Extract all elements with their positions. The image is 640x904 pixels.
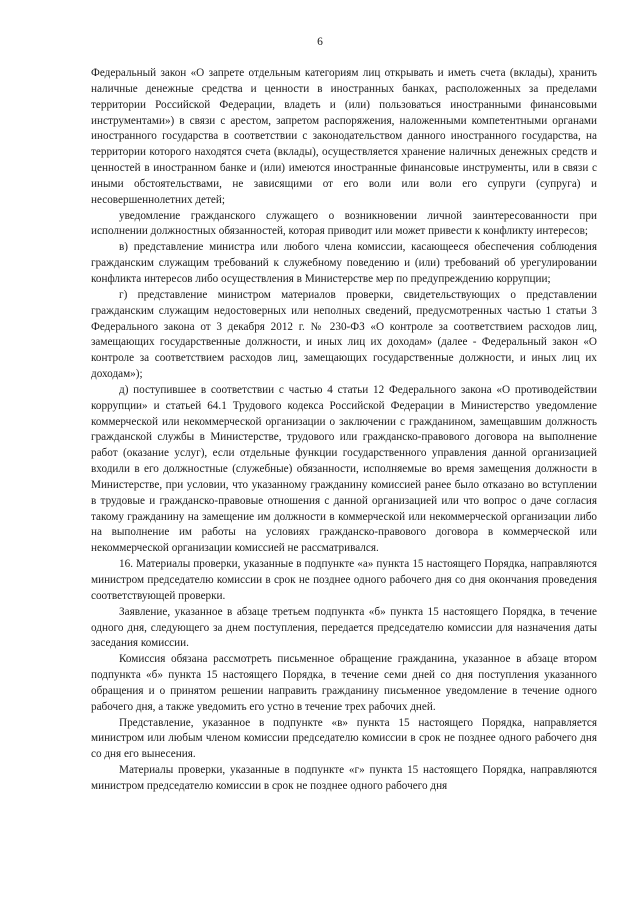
paragraph-16: 16. Материалы проверки, указанные в подпункте «а» пункта 15 настоящего Порядка, направляются министром председателю комиссии в срок не позднее одного рабочего дня со дня окончания проведения соответствующей проверки. [91,558,597,602]
document-body [91,66,597,795]
paragraph-commission-duty: Комиссия обязана рассмотреть письменное обращение гражданина, указанное в абзаце втором подпункта «б» пункта 15 настоящего Порядка, в течение семи дней со дня поступления указанного обращения и о принятом решении направить гражданину письменное уведомление в течение одного рабочего дня, а также уведомить его устно в течение трех рабочих дней. [91,653,597,713]
paragraph-submission: Представление, указанное в подпункте «в» пункта 15 настоящего Порядка, направляется министром или любым членом комиссии председателю комиссии в срок не позднее одного рабочего дня со дня его вынесения. [91,716,597,761]
page-number: 6 [317,36,323,48]
paragraph-item-v: в) представление министра или любого члена комиссии, касающееся обеспечения соблюдения гражданским служащим требований к служебному поведению и (или) требований об урегулировании конфликта интересов либо осуществления в Министерстве мер по предупреждению коррупции; [91,241,597,285]
paragraph-item-g: г) представление министром материалов проверки, свидетельствующих о представлении гражданским служащим недостоверных или неполных сведений, предусмотренных частью 1 статьи 3 Федерального закона от 3 декабря 2012 г. № 230-ФЗ «О контроле за соответствием расходов лиц, замещающих государственные должности, и иных лиц их доходам» (далее - Федеральный закон «О контроле за соответствием расходов лиц, замещающих государственные должности, и иных лиц их доходам»); [91,288,597,381]
paragraph-continuation: Федеральный закон «О запрете отдельным категориям лиц открывать и иметь счета (вклады), хранить наличные денежные средства и ценности в иностранных банках, расположенных за пределами территории Российской Федерации, владеть и (или) пользоваться иностранными финансовыми инструментами») в связи с арестом, запретом распоряжения, наложенными компетентными органами иностранного государства в соответствии с законодательством данного иностранного государства, на территории которого находятся счета (вклады), осуществляется хранение наличных денежных средств и ценностей в иностранном банке и (или) имеются иностранные финансовые инструменты, или в связи с иными обстоятельствами, не зависящими от его воли или воли его супруги (супруга) и несовершеннолетних детей; [91,67,597,206]
paragraph-audit-materials: Материалы проверки, указанные в подпункте «г» пункта 15 настоящего Порядка, направляются министром председателю комиссии в срок не позднее одного рабочего дня [91,764,597,792]
paragraph-statement: Заявление, указанное в абзаце третьем подпункта «б» пункта 15 настоящего Порядка, в течение одного дня, следующего за днем поступления, передается председателю комиссии для назначения даты заседания комиссии. [91,605,597,650]
paragraph-conflict-notice: уведомление гражданского служащего о возникновении личной заинтересованности при исполнении должностных обязанностей, которая приводит или может привести к конфликту интересов; [91,209,597,238]
paragraph-item-d: д) поступившее в соответствии с частью 4 статьи 12 Федерального закона «О противодействии коррупции» и статьей 64.1 Трудового кодекса Российской Федерации в Министерство уведомление коммерческой или некоммерческой организации о заключении с гражданином, замещавшим должность гражданской службы в Министерстве, трудового или гражданско-правового договора на выполнение работ (оказание услуг), если отдельные функции государственного управления данной организацией входили в его должностные (служебные) обязанности, исполняемые во время замещения должности в Министерстве, при условии, что указанному гражданину комиссией ранее было отказано во вступлении в трудовые и гражданско-правовые отношения с данной организацией или что вопрос о даче согласия такому гражданину на замещение им должности в коммерческой или некоммерческой организации либо на выполнение им работы на условиях гражданско-правового договора в коммерческой или некоммерческой организации комиссией не рассматривался. [91,383,597,555]
